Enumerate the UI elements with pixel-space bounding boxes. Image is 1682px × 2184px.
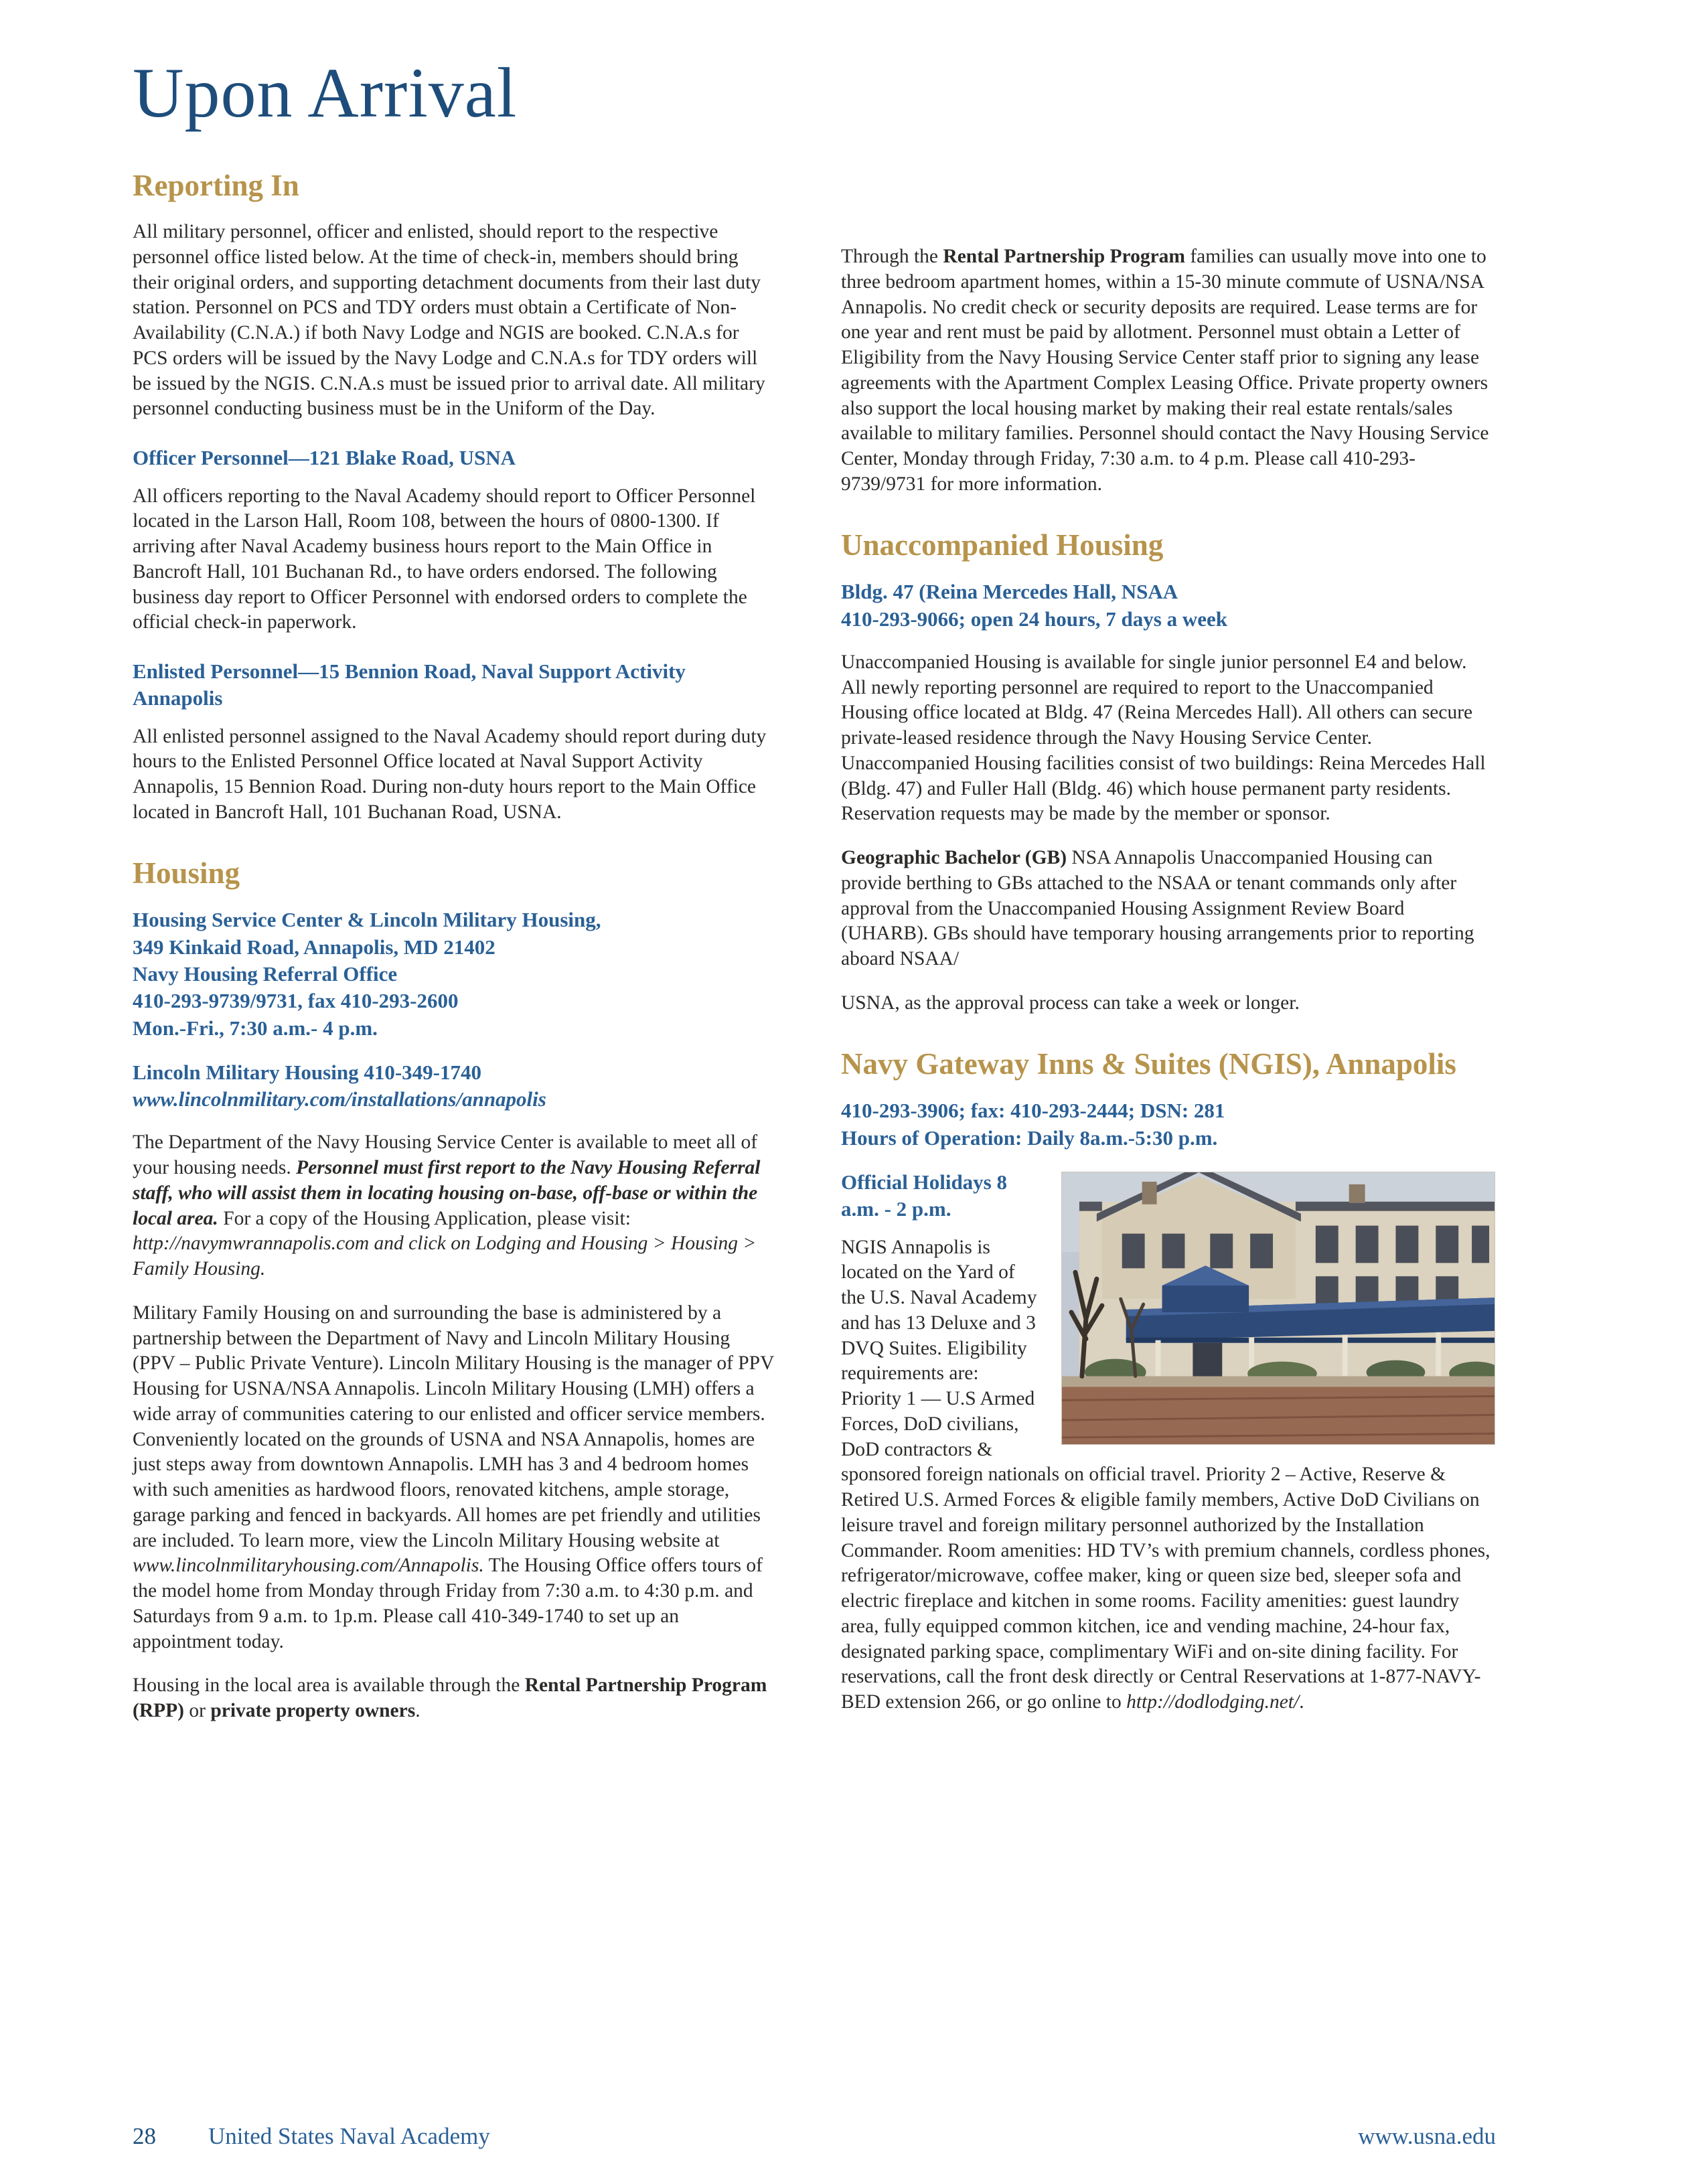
- paragraph-ngis-details: NGIS Annapolis is located on the Yard of the U.S. Naval Academy and has 13 Deluxe and 3 DVQ Suites. Eligibility requirements are: Priority 1 — U.S Armed Forces, DoD civilians, DoD contractors & sponsored foreign nationals on official travel. Priority 2 – Active, Reserve & Retired U.S. Armed Forces & eligible family members, Active DoD Civilians on leisure travel and foreign military personnel authorized by the Installation Commander. Room amenities: HD TV’s with premium channels, cordless phones, refrigerator/microwave, coffee maker, king or queen size bed, sleeper sofa and electric fireplace and kitchen in some rooms. Facility amenities: guest laundry area, fully equipped common kitchen, ice and vending machine, 24-hour fax, designated parking space, complimentary WiFi and on-site dining facility. For reservations, call the front desk directly or Central Reservations at 1-877-NAVY-BED extension 266, or go online to http://dodlodging.net/.: [841, 1236, 1490, 1713]
- contact-line: 410-293-9066; open 24 hours, 7 days a week: [841, 607, 1227, 631]
- section-heading-unaccompanied-housing: Unaccompanied Housing: [841, 528, 1164, 562]
- paragraph-officer-personnel: All officers reporting to the Naval Academy should report to Officer Personnel located in the Larson Hall, Room 108, between the hours of 0800-1300. If arriving after Naval Academy business hours report to the Main Office in Bancroft Hall, 101 Buchanan Rd., to have orders endorsed. The following business day report to Officer Personnel with endorsed orders to complete the official check-in paperwork.: [133, 485, 756, 633]
- ngis-building-illustration: [1062, 1172, 1495, 1444]
- paragraph-housing-service-center: The Department of the Navy Housing Service Center is available to meet all of your housing needs. Personnel must first report to the Navy Housing Referral staff, who will assist them in locating housing on-base, off-base or within the local area. For a copy of the Housing Application, please visit: http://navymwrannapolis.com and click on Lodging and Housing > Housing > Family Housing.: [133, 1132, 761, 1280]
- paragraph-military-family-housing: Military Family Housing on and surrounding the base is administered by a partnership between the Department of Navy and Lincoln Military Housing (PPV – Public Private Venture). Lincoln Military Housing is the manager of PPV Housing for USNA/NSA Annapolis. Lincoln Military Housing (LMH) offers a wide array of communities catering to our enlisted and officer service members. Conveniently located on the grounds of USNA and NSA Annapolis, homes are just steps away from downtown Annapolis. LMH has 3 and 4 bedroom homes with such amenities as hardwood floors, renovated kitchens, ample storage, garage parking and fenced in backyards. All homes are pet friendly and utilities are included. To learn more, view the Lincoln Military Housing website at www.lincolnmilitaryhousing.com/Annapolis. The Housing Office offers tours of the model home from Monday through Friday from 7:30 a.m. to 4:30 p.m. and Saturdays from 9 a.m. to 1p.m. Please call 410-349-1740 to set up an appointment today.: [133, 1302, 774, 1652]
- footer-academy-name: United States Naval Academy: [208, 2122, 490, 2149]
- subheading-officer-personnel: Officer Personnel—121 Blake Road, USNA: [133, 446, 516, 470]
- contact-line: Mon.-Fri., 7:30 a.m.- 4 p.m.: [133, 1016, 378, 1040]
- contact-line: Bldg. 47 (Reina Mercedes Hall, NSAA: [841, 580, 1178, 604]
- contact-line: Hours of Operation: Daily 8a.m.-5:30 p.m.: [841, 1125, 1218, 1150]
- paragraph-geographic-bachelor: Geographic Bachelor (GB) NSA Annapolis Unaccompanied Housing can provide berthing to GBs attached to the NSAA or tenant commands only after approval from the Unaccompanied Housing Assignment Review Board (UHARB). GBs should have temporary housing arrangements prior to reporting aboard NSAA/: [841, 847, 1474, 970]
- page-title: Upon Arrival: [133, 54, 518, 132]
- paragraph-usna-approval: USNA, as the approval process can take a week or longer.: [841, 992, 1300, 1014]
- contact-line: 410-293-3906; fax: 410-293-2444; DSN: 281: [841, 1099, 1225, 1123]
- contact-line: 410-293-9739/9731, fax 410-293-2600: [133, 989, 459, 1013]
- right-column: [841, 55, 1495, 1734]
- contact-line: Lincoln Military Housing 410-349-1740: [133, 1060, 481, 1084]
- contact-line: 349 Kinkaid Road, Annapolis, MD 21402: [133, 935, 495, 959]
- ngis-section-body: [841, 1169, 1495, 1734]
- housing-contact-block: [133, 907, 774, 1041]
- lincoln-url: www.lincolnmilitary.com/installations/annapolis: [133, 1087, 546, 1111]
- paragraph-enlisted-personnel: All enlisted personnel assigned to the Naval Academy should report during duty hours to the Enlisted Personnel Office located at Naval Support Activity Annapolis, 15 Bennion Road. During non-duty hours report to the Main Office located in Bancroft Hall, 101 Buchanan Road, USNA.: [133, 725, 767, 823]
- footer-left-group: [133, 2124, 490, 2150]
- ngis-contact-block: [841, 1097, 1495, 1152]
- paragraph-reporting-in: All military personnel, officer and enlisted, should report to the respective personnel office listed below. At the time of check-in, members should bring their original orders, and supporting detachment documents from their last duty station. Personnel on PCS and TDY orders must obtain a Certificate of Non-Availability (C.N.A.) if both Navy Lodge and NGIS are booked. C.N.A.s for PCS orders will be issued by the Navy Lodge and C.N.A.s for TDY orders will be issued by the NGIS. C.N.A.s must be issued prior to arrival date. All military personnel conducting business must be in the Uniform of the Day.: [133, 221, 765, 420]
- section-heading-reporting-in: Reporting In: [133, 169, 299, 203]
- left-column: [133, 55, 774, 1743]
- section-heading-ngis: Navy Gateway Inns & Suites (NGIS), Annapolis: [841, 1046, 1456, 1081]
- paragraph-local-housing: Housing in the local area is available through the Rental Partnership Program (RPP) or private property owners.: [133, 1674, 767, 1722]
- paragraph-unaccompanied-housing: Unaccompanied Housing is available for single junior personnel E4 and below. All newly reporting personnel are required to report to the Unaccompanied Housing office located at Bldg. 47 (Reina Mercedes Hall). All others can secure private-leased residence through the Navy Housing Service Center. Unaccompanied Housing facilities consist of two buildings: Reina Mercedes Hall (Bldg. 47) and Fuller Hall (Bldg. 46) which house permanent party residents. Reservation requests may be made by the member or sponsor.: [841, 651, 1486, 825]
- page-footer: [133, 2124, 1496, 2150]
- subheading-enlisted-personnel: Enlisted Personnel—15 Bennion Road, Naval Support Activity Annapolis: [133, 659, 686, 710]
- page-number: 28: [133, 2122, 156, 2149]
- two-column-layout: [133, 55, 1496, 1743]
- ngis-building-photo: [1061, 1172, 1495, 1445]
- section-heading-housing: Housing: [133, 856, 240, 890]
- paragraph-rental-partnership: Through the Rental Partnership Program families can usually move into one to three bedroom apartment homes, within a 15-30 minute commute of USNA/NSA Annapolis. No credit check or security deposits are required. Lease terms are for one year and rent must be paid by allotment. Personnel must obtain a Letter of Eligibility from the Navy Housing Service Center staff prior to signing any lease agreements with the Apartment Complex Leasing Office. Private property owners also support the local housing market by making their real estate rentals/sales available to military families. Personnel should contact the Navy Housing Service Center, Monday through Friday, 7:30 a.m. to 4 p.m. Please call 410-293-9739/9731 for more information.: [841, 246, 1489, 495]
- contact-line: Navy Housing Referral Office: [133, 961, 398, 986]
- contact-line: Housing Service Center & Lincoln Military Housing,: [133, 908, 601, 932]
- lincoln-contact-block: [133, 1059, 774, 1113]
- unaccompanied-contact-block: [841, 578, 1495, 633]
- subheading-official-holidays: Official Holidays 8 a.m. - 2 p.m.: [841, 1170, 1007, 1221]
- footer-website-url: www.usna.edu: [1358, 2122, 1496, 2149]
